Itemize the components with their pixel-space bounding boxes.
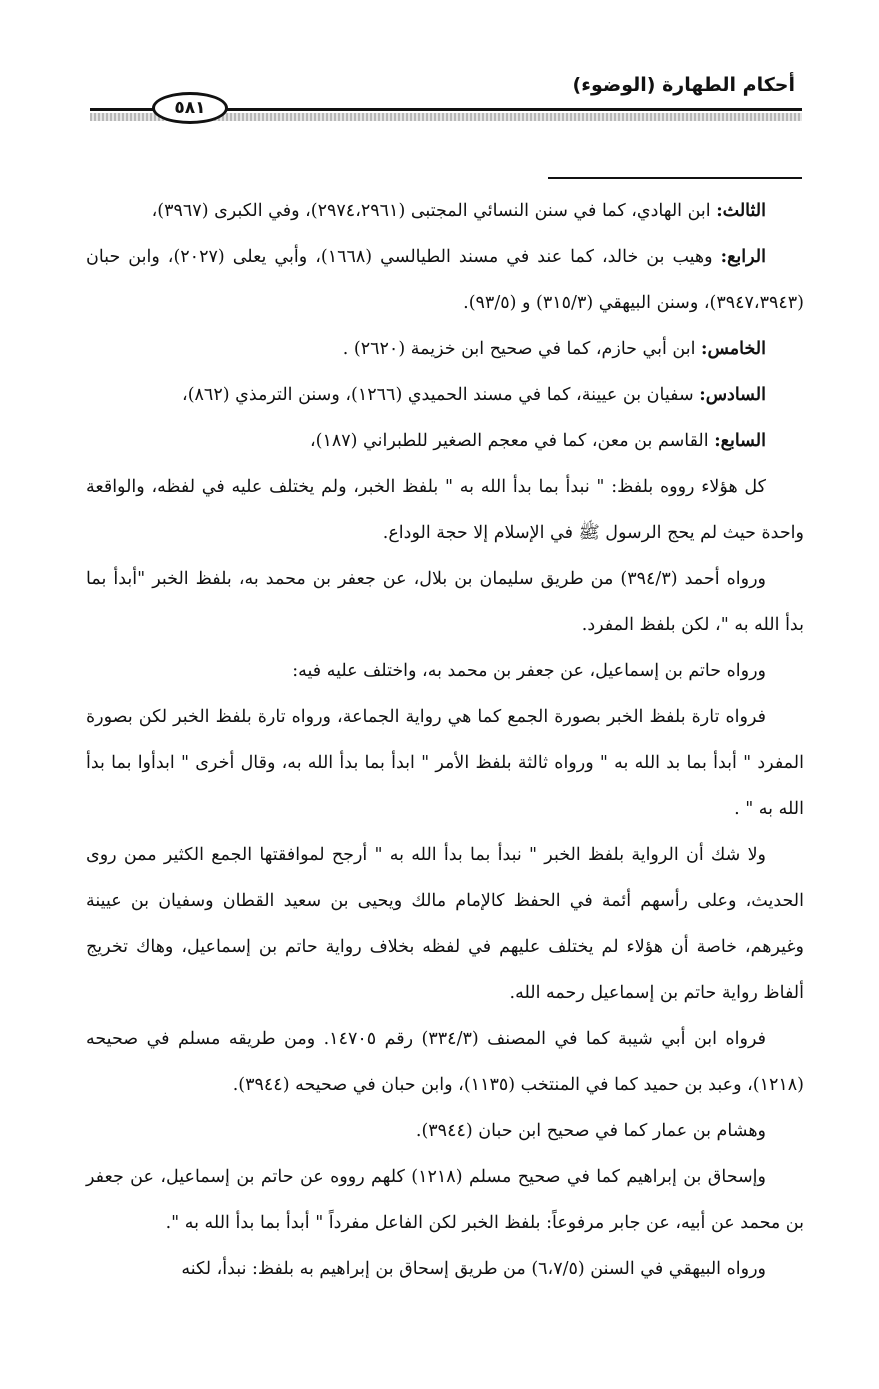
body-text	[86, 188, 804, 1292]
paragraph-text: ورواه أحمد (٣٩٤/٣) من طريق سليمان بن بلال، عن جعفر بن محمد به، بلفظ الخبر "أبدأ بما بدأ الله به "، لكن بلفظ المفرد.	[86, 569, 804, 635]
paragraph	[86, 326, 804, 372]
book-title: أحكام الطهارة (الوضوء)	[572, 74, 795, 96]
paragraph-text: ورواه البيهقي في السنن (٦،٧/٥) من طريق إسحاق بن إبراهيم به بلفظ: نبدأ، لكنه	[181, 1259, 766, 1279]
paragraph-text: ابن أبي حازم، كما في صحيح ابن خزيمة (٢٦٢٠) .	[342, 339, 702, 359]
paragraph-text: ابن الهادي، كما في سنن النسائي المجتبى (٢٩٧٤،٢٩٦١)، وفي الكبرى (٣٩٦٧)،	[151, 201, 717, 221]
paragraph-text: كل هؤلاء رووه بلفظ: " نبدأ بما بدأ الله به " بلفظ الخبر، ولم يختلف عليه في لفظه، والواقعة واحدة حيث لم يحج الرسول ﷺ في الإسلام إلا حجة الوداع.	[86, 477, 804, 543]
narrator-label: الثالث:	[716, 201, 766, 221]
paragraph	[86, 188, 804, 234]
paragraph	[86, 648, 804, 694]
paragraph-text: ولا شك أن الرواية بلفظ الخبر " نبدأ بما بدأ الله به " أرجح لموافقتها الجمع الكثير ممن روى الحديث، وعلى رأسهم أئمة في الحفظ كالإمام مالك ويحيى بن سعيد القطان وسفيان بن عيينة وغيرهم، خاصة أن هؤلاء لم يختلف عليهم في لفظه بخلاف رواية حاتم بن إسماعيل، وهاك تخريج ألفاظ رواية حاتم بن إسماعيل رحمه الله.	[86, 845, 804, 1003]
paragraph	[86, 556, 804, 648]
paragraph	[86, 372, 804, 418]
paragraph-text: وإسحاق بن إبراهيم كما في صحيح مسلم (١٢١٨) كلهم رووه عن حاتم بن إسماعيل، عن جعفر بن محمد عن أبيه، عن جابر مرفوعاً: بلفظ الخبر لكن الفاعل مفرداً " أبدأ بما بدأ الله به ".	[86, 1167, 804, 1233]
page-number: ٥٨١	[174, 98, 206, 118]
paragraph-text: فرواه ابن أبي شيبة كما في المصنف (٣٣٤/٣) رقم ١٤٧٠٥. ومن طريقه مسلم في صحيحه (١٢١٨)، وعبد بن حميد كما في المنتخب (١١٣٥)، وابن حبان في صحيحه (٣٩٤٤).	[86, 1029, 804, 1095]
paragraph	[86, 234, 804, 326]
paragraph	[86, 1246, 804, 1292]
narrator-label: الرابع:	[720, 247, 766, 267]
paragraph-text: فرواه تارة بلفظ الخبر بصورة الجمع كما هي رواية الجماعة، ورواه تارة بلفظ الخبر لكن بصورة المفرد " أبدأ بما بد الله به " ورواه ثالثة بلفظ الأمر " ابدأ بما بدأ الله به، وقال أخرى " ابدأوا بما بدأ الله به " .	[86, 707, 804, 819]
narrator-label: الخامس:	[701, 339, 766, 359]
paragraph-text: ورواه حاتم بن إسماعيل، عن جعفر بن محمد به، واختلف عليه فيه:	[292, 661, 766, 681]
paragraph	[86, 464, 804, 556]
paragraph	[86, 1016, 804, 1108]
paragraph	[86, 1154, 804, 1246]
paragraph	[86, 418, 804, 464]
paragraph	[86, 832, 804, 1016]
paragraph-text: القاسم بن معن، كما في معجم الصغير للطبراني (١٨٧)،	[309, 431, 715, 451]
paragraph-text: وهيب بن خالد، كما عند في مسند الطيالسي (١٦٦٨)، وأبي يعلى (٢٠٢٧)، وابن حبان (٣٩٤٧،٣٩٤٣)، وسنن البيهقي (٣١٥/٣) و (٩٣/٥).	[86, 247, 804, 313]
paragraph	[86, 694, 804, 832]
footnote-separator	[548, 177, 802, 179]
narrator-label: السابع:	[714, 431, 766, 451]
paragraph-text: سفيان بن عيينة، كما في مسند الحميدي (١٢٦٦)، وسنن الترمذي (٨٦٢)،	[182, 385, 700, 405]
paragraph	[86, 1108, 804, 1154]
paragraph-text: وهشام بن عمار كما في صحيح ابن حبان (٣٩٤٤).	[415, 1121, 766, 1141]
narrator-label: السادس:	[699, 385, 766, 405]
page-number-badge	[152, 92, 228, 124]
